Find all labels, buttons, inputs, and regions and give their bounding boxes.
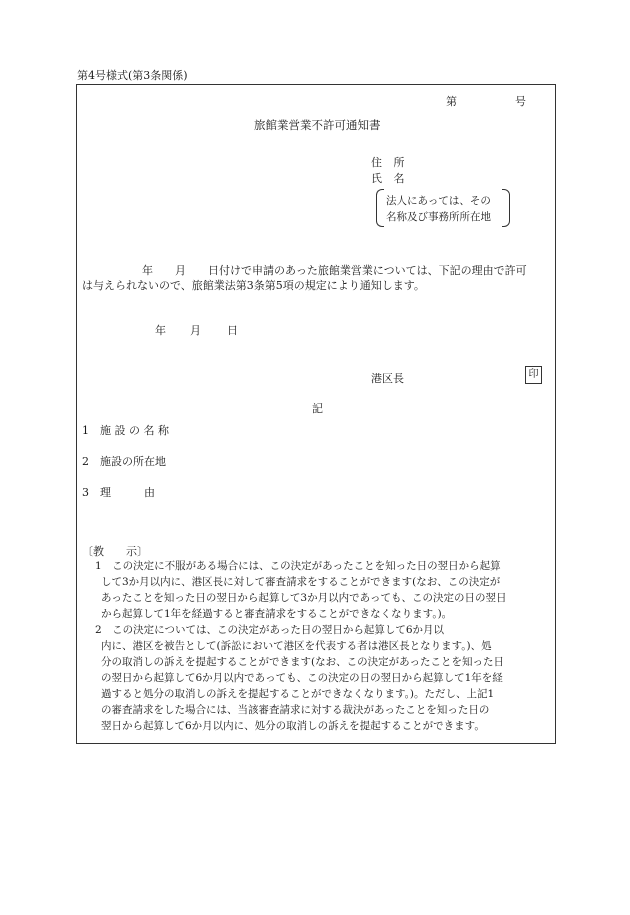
instruction-line: 1 この決定に不服がある場合には、この決定があったことを知った日の翌日から起算: [95, 560, 501, 572]
corporate-note-line1: 法人にあっては、その: [386, 195, 491, 207]
instruction-line: から起算して1年を経過すると審査請求をすることができなくなります。)。: [101, 608, 453, 620]
address-label: 住 所: [371, 156, 409, 169]
body-line-2: は与えられないので、旅館業法第3条第5項の規定により通知します。: [82, 279, 425, 292]
body-line-1: 年 月 日付けで申請のあった旅館業営業については、下記の理由で許可: [142, 264, 527, 277]
form-label: 第4号様式(第3条関係): [77, 69, 188, 82]
date-year: 年: [155, 324, 166, 337]
date-month: 月: [190, 324, 201, 337]
number-prefix: 第: [446, 95, 457, 108]
corporate-note-line2: 名称及び事務所所在地: [386, 211, 491, 223]
instruction-line: 内に、港区を被告として(訴訟において港区を代表する者は港区長となります。)、処: [101, 640, 492, 652]
item-facility-location: 2 施設の所在地: [82, 455, 166, 468]
document-title: 旅館業営業不許可通知書: [254, 118, 381, 132]
issuer-name: 港区長: [371, 372, 404, 385]
instruction-line: 過すると処分の取消しの訴えを提起することができなくなります。)。ただし、上記1: [101, 688, 495, 700]
instruction-line: 翌日から起算して6か月以内に、処分の取消しの訴えを提起することができます。: [101, 720, 485, 732]
seal-mark: 印: [525, 366, 542, 384]
item-facility-name: 1 施 設 の 名 称: [82, 424, 169, 437]
instruction-line: の翌日から起算して6か月以内であっても、この決定の日の翌日から起算して1年を経: [101, 672, 503, 684]
instruction-line: あったことを知った日の翌日から起算して3か月以内であっても、この決定の日の翌日: [101, 592, 507, 604]
number-suffix: 号: [515, 95, 526, 108]
name-label: 氏 名: [371, 172, 409, 185]
instruction-line: して3か月以内に、港区長に対して審査請求をすることができます(なお、この決定が: [101, 576, 501, 588]
instruction-heading: 〔教 示〕: [82, 545, 148, 558]
ki-heading: 記: [312, 402, 323, 415]
item-reason: 3 理 由: [82, 486, 155, 499]
date-day: 日: [227, 324, 238, 337]
instruction-line: の審査請求をした場合には、当該審査請求に対する裁決があったことを知った日の: [101, 704, 490, 716]
instruction-line: 2 この決定については、この決定があった日の翌日から起算して6か月以: [95, 624, 445, 636]
instruction-line: 分の取消しの訴えを提起することができます(なお、この決定があったことを知った日: [101, 656, 504, 668]
